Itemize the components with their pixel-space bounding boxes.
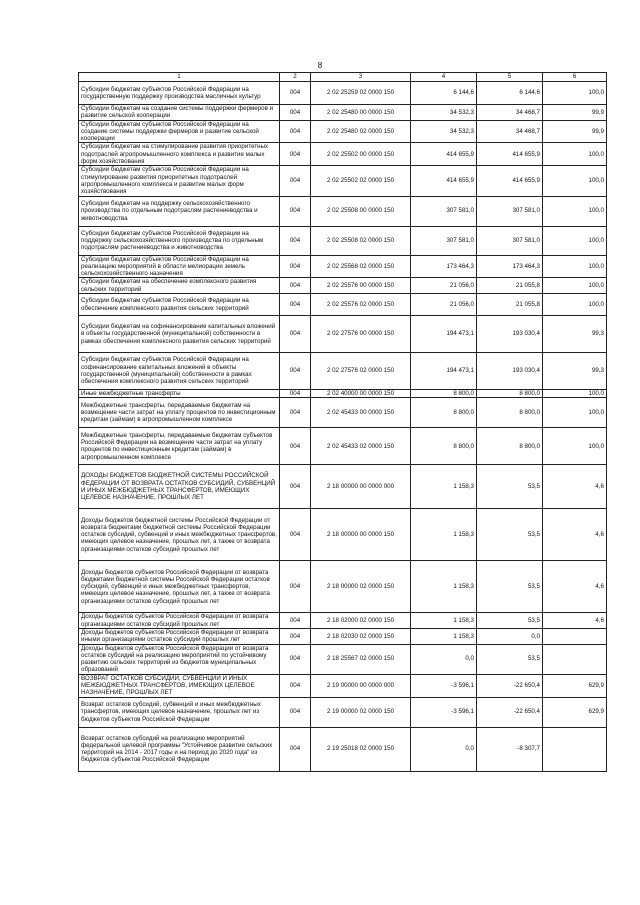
table-row	[79, 255, 607, 278]
item-percent	[543, 628, 607, 644]
item-name: Субсидии бюджетам на создание системы поддержки фермеров и развитие сельской кооперации	[79, 105, 280, 121]
item-executed: 34 468,7	[477, 105, 543, 121]
table-row	[79, 166, 607, 196]
item-admin-code: 004	[280, 561, 311, 613]
item-admin-code: 004	[280, 465, 311, 509]
item-budget-code: 2 19 00000 02 0000 150	[311, 697, 411, 727]
item-planned: 1 158,3	[411, 561, 477, 613]
item-percent: 100,0	[543, 82, 607, 105]
item-budget-code: 2 02 40000 00 0000 150	[311, 390, 411, 398]
item-budget-code: 2 18 00000 00 0000 150	[311, 509, 411, 561]
item-planned: 0,0	[411, 727, 477, 771]
item-budget-code: 2 18 00000 00 0000 000	[311, 465, 411, 509]
item-executed: -8 307,7	[477, 727, 543, 771]
item-budget-code: 2 02 27576 02 0000 150	[311, 353, 411, 390]
item-admin-code: 004	[280, 628, 311, 644]
item-executed: 21 055,8	[477, 278, 543, 294]
item-executed: 173 464,3	[477, 255, 543, 278]
item-executed: 8 800,0	[477, 398, 543, 428]
item-budget-code: 2 02 25502 00 0000 150	[311, 143, 411, 166]
item-executed: 414 655,9	[477, 166, 543, 196]
item-planned: 8 800,0	[411, 398, 477, 428]
item-name: Субсидии бюджетам на поддержку сельскохозяйственного производства по отдельным подотраслям растениеводства и животноводства	[79, 196, 280, 226]
item-budget-code: 2 02 25259 02 0000 150	[311, 82, 411, 105]
item-admin-code: 004	[280, 697, 311, 727]
item-percent	[543, 644, 607, 674]
table-row	[79, 105, 607, 121]
item-percent: 100,0	[543, 226, 607, 255]
table-row	[79, 353, 607, 390]
table-row	[79, 428, 607, 465]
page-number: 8	[317, 61, 323, 70]
header-col-3: 3	[311, 73, 411, 82]
item-admin-code: 004	[280, 278, 311, 294]
item-percent: 100,0	[543, 390, 607, 398]
item-percent: 99,9	[543, 105, 607, 121]
item-planned: 34 532,3	[411, 120, 477, 143]
item-name: Субсидии бюджетам на обеспечение комплексного развития сельских территорий	[79, 278, 280, 294]
table-row	[79, 613, 607, 629]
item-executed: 53,5	[477, 613, 543, 629]
header-col-1: 1	[79, 73, 280, 82]
table-row	[79, 143, 607, 166]
item-executed: 53,5	[477, 509, 543, 561]
item-executed: 53,5	[477, 644, 543, 674]
item-budget-code: 2 19 00000 00 0000 000	[311, 674, 411, 697]
item-planned: 8 800,0	[411, 390, 477, 398]
item-budget-code: 2 02 25502 02 0000 150	[311, 166, 411, 196]
item-planned: 173 464,3	[411, 255, 477, 278]
item-admin-code: 004	[280, 120, 311, 143]
table-row	[79, 294, 607, 316]
item-name: Субсидии бюджетам субъектов Российской Федерации на софинансирование капитальных вложений в объекты государственной (муниципальной) собственности в рамках обеспечения комплексного развития сельских территорий	[79, 353, 280, 390]
item-name: ВОЗВРАТ ОСТАТКОВ СУБСИДИЙ, СУБВЕНЦИЙ И ИНЫХ МЕЖБЮДЖЕТНЫХ ТРАНСФЕРТОВ, ИМЕЮЩИХ ЦЕЛЕВОЕ НАЗНАЧЕНИЕ, ПРОШЛЫХ ЛЕТ	[79, 674, 280, 697]
item-budget-code: 2 18 02000 02 0000 150	[311, 613, 411, 629]
item-planned: -3 596,1	[411, 697, 477, 727]
table-row	[79, 226, 607, 255]
item-name: Доходы бюджетов субъектов Российской Федерации от возврата иными организациями остатков субсидий прошлых лет	[79, 628, 280, 644]
item-budget-code: 2 02 25508 00 0000 150	[311, 196, 411, 226]
item-planned: 194 473,1	[411, 316, 477, 353]
item-executed: 6 144,6	[477, 82, 543, 105]
header-col-5: 5	[477, 73, 543, 82]
item-percent: 629,9	[543, 697, 607, 727]
item-admin-code: 004	[280, 294, 311, 316]
item-admin-code: 004	[280, 644, 311, 674]
item-executed: 414 655,9	[477, 143, 543, 166]
item-admin-code: 004	[280, 196, 311, 226]
item-budget-code: 2 02 25508 02 0000 150	[311, 226, 411, 255]
item-percent: 100,0	[543, 196, 607, 226]
item-executed: 307 581,0	[477, 196, 543, 226]
item-budget-code: 2 02 27576 00 0000 150	[311, 316, 411, 353]
header-col-2: 2	[280, 73, 311, 82]
item-name: Межбюджетные трансферты, передаваемые бюджетам на возмещение части затрат на уплату процентов по инвестиционным кредитам (займам) в агропромышленном комплексе	[79, 398, 280, 428]
item-percent: 4,6	[543, 509, 607, 561]
item-budget-code: 2 02 25576 00 0000 150	[311, 278, 411, 294]
item-planned: 1 158,3	[411, 465, 477, 509]
item-percent: 99,9	[543, 120, 607, 143]
item-percent: 100,0	[543, 398, 607, 428]
item-name: Доходы бюджетов субъектов Российской Федерации от возврата остатков субсидий на реализацию мероприятий по устойчивому развитию сельских территорий из бюджетов муниципальных образований	[79, 644, 280, 674]
table-row	[79, 196, 607, 226]
item-planned: 1 158,3	[411, 613, 477, 629]
item-percent: 4,6	[543, 561, 607, 613]
table-row	[79, 561, 607, 613]
item-executed: 307 581,0	[477, 226, 543, 255]
item-budget-code: 2 02 45433 00 0000 150	[311, 398, 411, 428]
item-planned: 194 473,1	[411, 353, 477, 390]
item-name: Субсидии бюджетам субъектов Российской Федерации на создание системы поддержки фермеров и развитие сельской кооперации	[79, 120, 280, 143]
item-name: Субсидии бюджетам на стимулирование развития приоритетных подотраслей агропромышленного комплекса и развитие малых форм хозяйствования	[79, 143, 280, 166]
item-percent: 4,6	[543, 613, 607, 629]
item-planned: 1 158,3	[411, 509, 477, 561]
item-executed: 21 055,8	[477, 294, 543, 316]
header-row	[79, 73, 607, 82]
item-admin-code: 004	[280, 105, 311, 121]
item-percent: 99,3	[543, 316, 607, 353]
table-row	[79, 697, 607, 727]
item-name: ДОХОДЫ БЮДЖЕТОВ БЮДЖЕТНОЙ СИСТЕМЫ РОССИЙСКОЙ ФЕДЕРАЦИИ ОТ ВОЗВРАТА ОСТАТКОВ СУБСИДИЙ, СУБВЕНЦИЙ И ИНЫХ МЕЖБЮДЖЕТНЫХ ТРАНСФЕРТОВ, ИМЕЮЩИХ ЦЕЛЕВОЕ НАЗНАЧЕНИЕ, ПРОШЛЫХ ЛЕТ	[79, 465, 280, 509]
item-executed: 0,0	[477, 628, 543, 644]
item-executed: -22 650,4	[477, 674, 543, 697]
item-budget-code: 2 18 00000 02 0000 150	[311, 561, 411, 613]
item-percent: 629,9	[543, 674, 607, 697]
item-percent: 100,0	[543, 428, 607, 465]
item-planned: 6 144,6	[411, 82, 477, 105]
item-name: Субсидии бюджетам субъектов Российской Федерации на поддержку сельскохозяйственного производства по отдельным подотраслям растениеводства и животноводства	[79, 226, 280, 255]
item-name: Субсидии бюджетам субъектов Российской Федерации на реализацию мероприятий в области мелиорации земель сельскохозяйственного назначения	[79, 255, 280, 278]
item-planned: 307 581,0	[411, 196, 477, 226]
item-planned: 34 532,3	[411, 105, 477, 121]
item-executed: 53,5	[477, 465, 543, 509]
item-executed: 8 800,0	[477, 428, 543, 465]
item-admin-code: 004	[280, 226, 311, 255]
table-row	[79, 316, 607, 353]
item-percent: 99,3	[543, 353, 607, 390]
item-budget-code: 2 02 25480 00 0000 150	[311, 105, 411, 121]
item-planned: 307 581,0	[411, 226, 477, 255]
item-admin-code: 004	[280, 509, 311, 561]
table-row	[79, 278, 607, 294]
table-row	[79, 727, 607, 771]
item-budget-code: 2 18 02030 02 0000 150	[311, 628, 411, 644]
item-name: Иные межбюджетные трансферты	[79, 390, 280, 398]
item-planned: 21 056,0	[411, 278, 477, 294]
item-budget-code: 2 19 25018 02 0000 150	[311, 727, 411, 771]
header-col-4: 4	[411, 73, 477, 82]
item-budget-code: 2 02 25480 02 0000 150	[311, 120, 411, 143]
table-row	[79, 465, 607, 509]
item-admin-code: 004	[280, 166, 311, 196]
item-admin-code: 004	[280, 353, 311, 390]
item-percent: 100,0	[543, 255, 607, 278]
item-budget-code: 2 02 25576 02 0000 150	[311, 294, 411, 316]
item-name: Доходы бюджетов субъектов Российской Федерации от возврата бюджетами бюджетной системы Российской Федерации остатков субсидий, субвенций и иных межбюджетных трансфертов, имеющих целевое назначение, прошлых лет, а также от возврата организациями остатков субсидий прошлых лет	[79, 561, 280, 613]
item-admin-code: 004	[280, 143, 311, 166]
item-planned: -3 596,1	[411, 674, 477, 697]
item-percent: 100,0	[543, 143, 607, 166]
item-name: Субсидии бюджетам на софинансирование капитальных вложений в объекты государственной (муниципальной) собственности в рамках обеспечения комплексного развития сельских территорий	[79, 316, 280, 353]
item-admin-code: 004	[280, 613, 311, 629]
table-row	[79, 509, 607, 561]
item-name: Межбюджетные трансферты, передаваемые бюджетам субъектов Российской Федерации на возмещение части затрат на уплату процентов по инвестиционным кредитам (займам) в агропромышленном комплексе	[79, 428, 280, 465]
item-admin-code: 004	[280, 390, 311, 398]
item-executed: 193 030,4	[477, 353, 543, 390]
table-row	[79, 674, 607, 697]
item-planned: 414 655,9	[411, 166, 477, 196]
item-percent: 100,0	[543, 294, 607, 316]
item-percent: 100,0	[543, 278, 607, 294]
item-percent: 100,0	[543, 166, 607, 196]
item-executed: 53,5	[477, 561, 543, 613]
item-planned: 414 655,9	[411, 143, 477, 166]
item-executed: 193 030,4	[477, 316, 543, 353]
item-executed: -22 650,4	[477, 697, 543, 727]
item-admin-code: 004	[280, 727, 311, 771]
table-row	[79, 390, 607, 398]
item-admin-code: 004	[280, 398, 311, 428]
item-name: Возврат остатков субсидий на реализацию мероприятий федеральной целевой программы "Устойчивое развитие сельских территорий на 2014 - 2017 годы и на период до 2020 года" из бюджетов субъектов Российской Федерации	[79, 727, 280, 771]
item-name: Доходы бюджетов субъектов Российской Федерации от возврата организациями остатков субсидий прошлых лет	[79, 613, 280, 629]
table-row	[79, 644, 607, 674]
item-percent: 4,6	[543, 465, 607, 509]
item-name: Доходы бюджетов бюджетной системы Российской Федерации от возврата бюджетами бюджетной системы Российской Федерации остатков субсидий, субвенций и иных межбюджетных трансфертов, имеющих целевое назначение, прошлых лет, а также от возврата организациями остатков субсидий прошлых лет	[79, 509, 280, 561]
item-budget-code: 2 02 25568 02 0000 150	[311, 255, 411, 278]
item-name: Субсидии бюджетам субъектов Российской Федерации на стимулирование развития приоритетных подотраслей агропромышленного комплекса и развитие малых форм хозяйствования	[79, 166, 280, 196]
item-budget-code: 2 02 45433 02 0000 150	[311, 428, 411, 465]
header-col-6: 6	[543, 73, 607, 82]
item-planned: 0,0	[411, 644, 477, 674]
item-admin-code: 004	[280, 674, 311, 697]
table-row	[79, 82, 607, 105]
item-executed: 8 800,0	[477, 390, 543, 398]
item-name: Возврат остатков субсидий, субвенций и иных межбюджетных трансфертов, имеющих целевое назначение, прошлых лет из бюджетов субъектов Российской Федерации	[79, 697, 280, 727]
item-admin-code: 004	[280, 255, 311, 278]
item-admin-code: 004	[280, 428, 311, 465]
item-executed: 34 468,7	[477, 120, 543, 143]
revenue-table	[78, 72, 607, 772]
table-row	[79, 398, 607, 428]
item-planned: 8 800,0	[411, 428, 477, 465]
item-admin-code: 004	[280, 316, 311, 353]
item-percent	[543, 727, 607, 771]
item-admin-code: 004	[280, 82, 311, 105]
item-name: Субсидии бюджетам субъектов Российской Федерации на государственную поддержку производства масличных культур	[79, 82, 280, 105]
table-row	[79, 120, 607, 143]
item-planned: 1 158,3	[411, 628, 477, 644]
item-name: Субсидии бюджетам субъектов Российской Федерации на обеспечение комплексного развития сельских территорий	[79, 294, 280, 316]
table-row	[79, 628, 607, 644]
item-budget-code: 2 18 25567 02 0000 150	[311, 644, 411, 674]
item-planned: 21 056,0	[411, 294, 477, 316]
